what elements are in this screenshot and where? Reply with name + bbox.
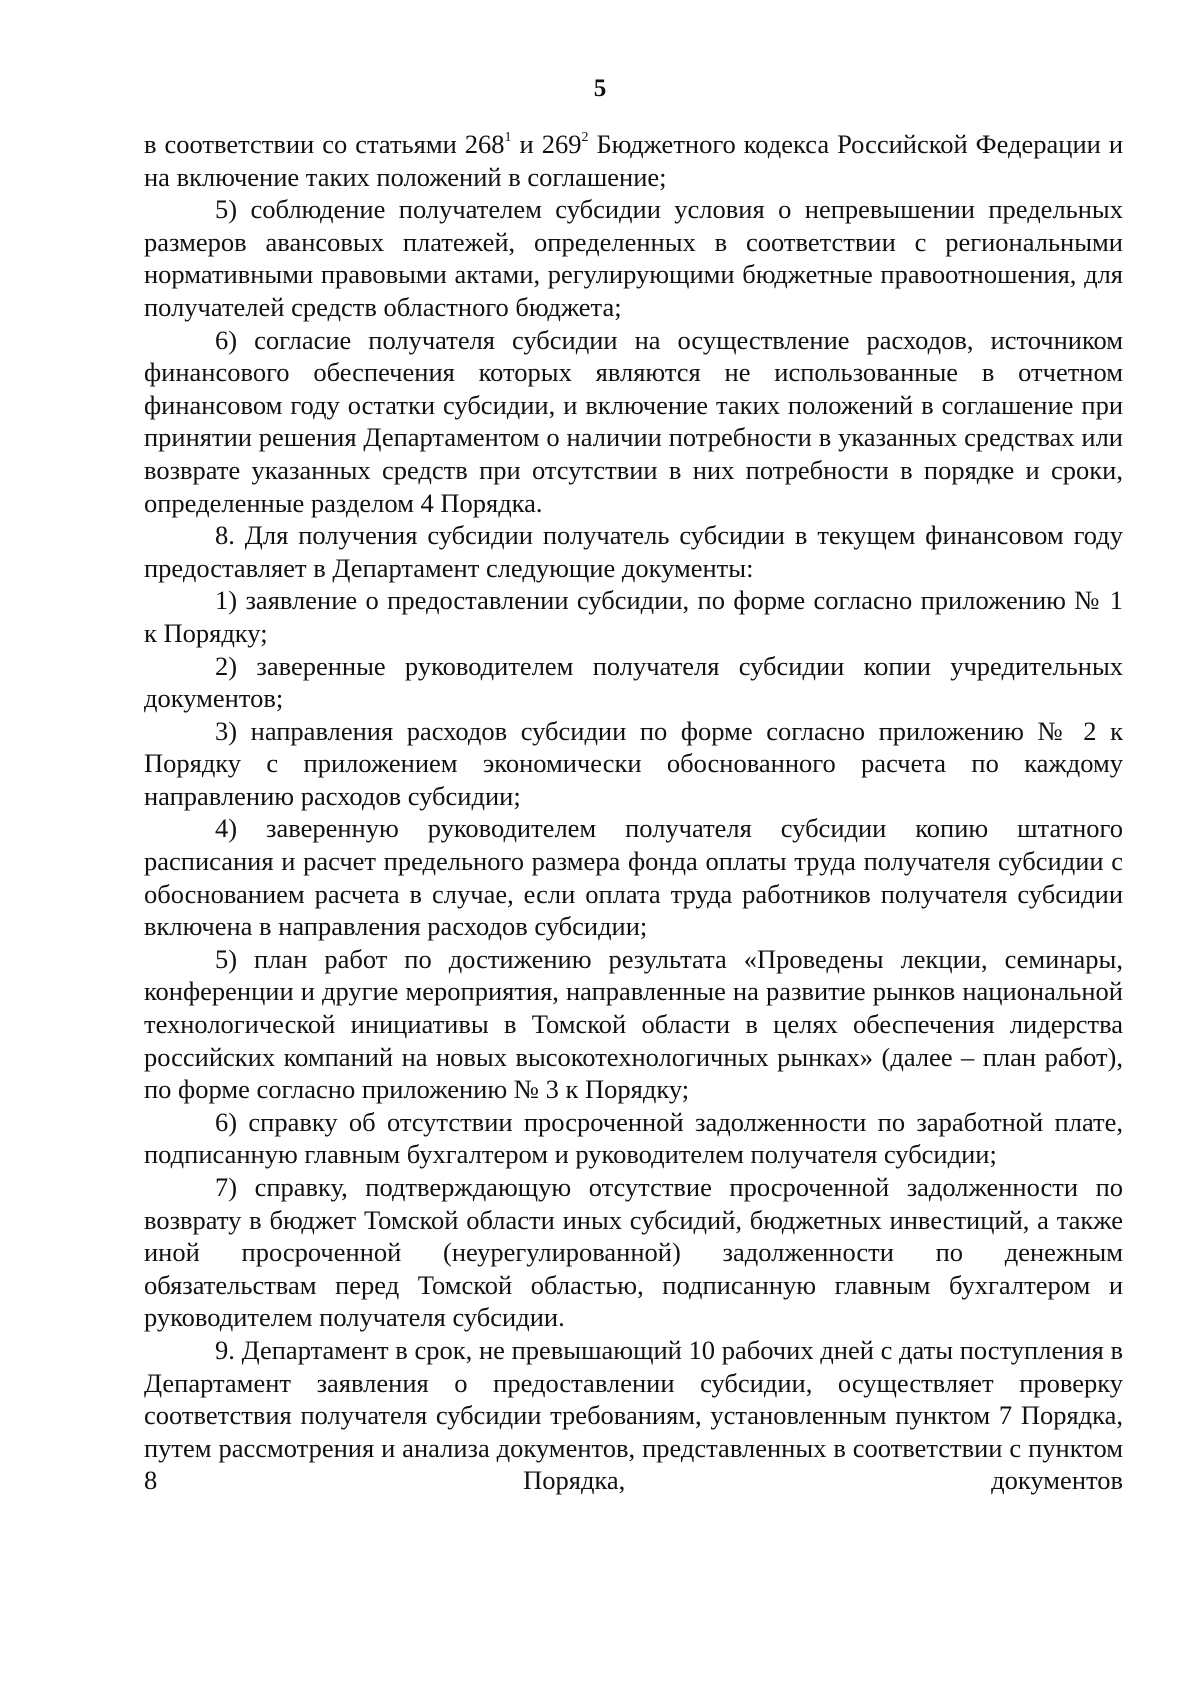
- paragraph-doc-4: 4) заверенную руководителем получателя субсидии копию штатного расписания и расчет предельного размера фонда оплаты труда получателя субсидии с обоснованием расчета в случае, если оплата труда работников получателя субсидии включена в направления расходов субсидии;: [144, 813, 1123, 942]
- paragraph-item-5: 5) соблюдение получателем субсидии условия о непревышении предельных размеров авансовых платежей, определенных в соответствии с региональными нормативными правовыми актами, регулирующими бюджетные правоотношения, для получателей средств областного бюджета;: [144, 194, 1123, 322]
- paragraph-doc-2: 2) заверенные руководителем получателя субсидии копии учредительных документов;: [144, 650, 1123, 714]
- document-body: [144, 128, 1123, 1497]
- paragraph-clause-8: 8. Для получения субсидии получатель субсидии в текущем финансовом году предоставляет в Департамент следующие документы:: [144, 520, 1123, 583]
- text-segment: в соответствии со статьями 268: [144, 129, 505, 159]
- text-segment: Бюджетного кодекса Российской Федерации и на включение таких положений в соглашение;: [144, 129, 1124, 192]
- paragraph-doc-5: 5) план работ по достижению результата «Проведены лекции, семинары, конференции и другие мероприятия, направленные на развитие рынков национальной технологической инициативы в Томской области в целях обеспечения лидерства российских компаний на новых высокотехнологичных рынках» (далее – план работ), по форме согласно приложению № 3 к Порядку;: [144, 943, 1123, 1105]
- paragraph-doc-1: 1) заявление о предоставлении субсидии, по форме согласно приложению № 1 к Порядку;: [144, 585, 1123, 648]
- paragraph-clause-9: 9. Департамент в срок, не превышающий 10 рабочих дней с даты поступления в Департамент заявления о предоставлении субсидии, осуществляет проверку соответствия получателя субсидии требованиям, установленным пунктом 7 Порядка, путем рассмотрения и анализа документов, представленных в соответствии с пунктом 8 Порядка, документов: [144, 1334, 1123, 1496]
- text-segment: и 269: [511, 129, 582, 159]
- paragraph-doc-3: 3) направления расходов субсидии по форме согласно приложению № 2 к Порядку с приложением экономически обоснованного расчета по каждому направлению расходов субсидии;: [144, 715, 1123, 811]
- superscript: 2: [581, 130, 589, 145]
- paragraph-doc-7: 7) справку, подтверждающую отсутствие просроченной задолженности по возврату в бюджет Томской области иных субсидий, бюджетных инвестиций, а также иной просроченной (неурегулированной) задолженности по денежным обязательствам перед Томской областью, подписанную главным бухгалтером и руководителем получателя субсидии.: [144, 1172, 1123, 1333]
- paragraph-doc-6: 6) справку об отсутствии просроченной задолженности по заработной плате, подписанную главным бухгалтером и руководителем получателя субсидии;: [144, 1106, 1123, 1170]
- paragraph-item-6: 6) согласие получателя субсидии на осуществление расходов, источником финансового обеспечения которых являются не использованные в отчетном финансовом году остатки субсидии, и включение таких положений в соглашение при принятии решения Департаментом о наличии потребности в указанных средствах или возврате указанных средств при отсутствии в них потребности в порядке и сроки, определенные разделом 4 Порядка.: [144, 324, 1123, 518]
- paragraph-continuation: [144, 128, 1123, 193]
- superscript: 1: [504, 130, 512, 145]
- page-number: 5: [593, 75, 607, 102]
